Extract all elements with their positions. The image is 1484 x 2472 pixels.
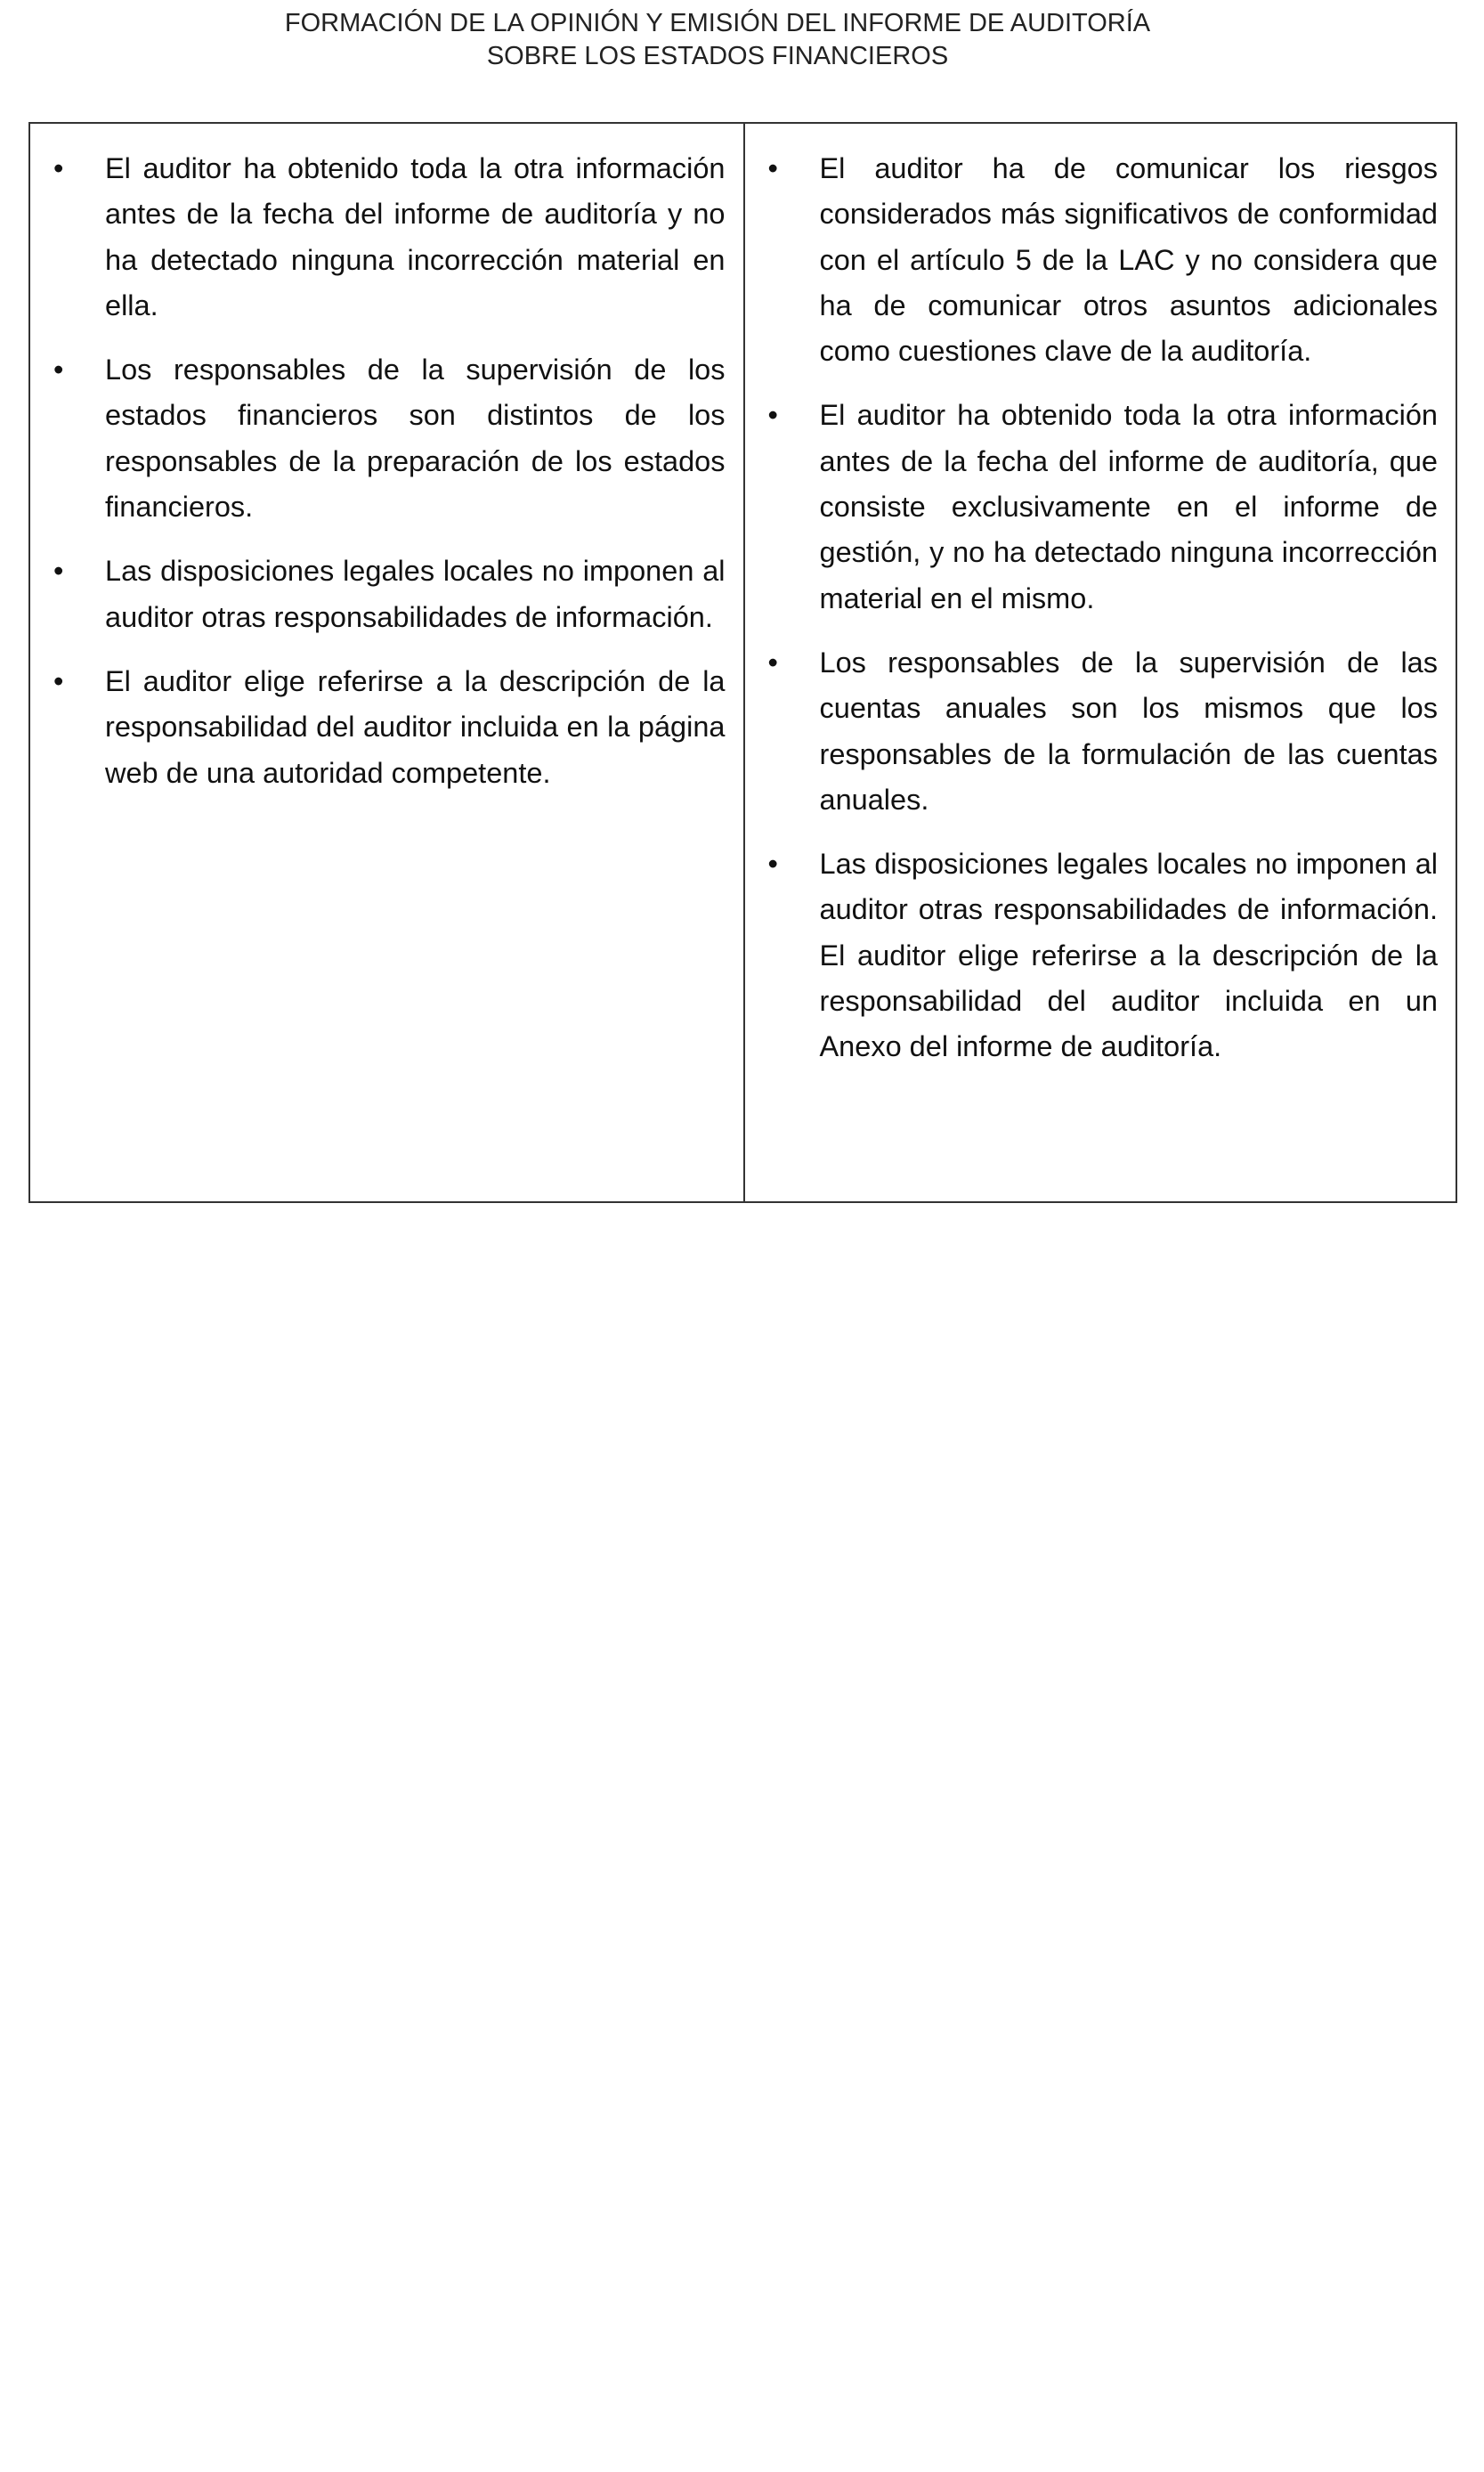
header-title-line-2: SOBRE LOS ESTADOS FINANCIEROS	[486, 42, 949, 70]
header-title-line-1: FORMACIÓN DE LA OPINIÓN Y EMISIÓN DEL INFORME DE AUDITORÍA	[284, 9, 1151, 37]
bullet-icon: •	[767, 646, 778, 679]
item-text: Las disposiciones legales locales no imponen al auditor otras responsabilidades de información. El auditor elige referirse a la descripción de la responsabilidad del auditor incluida en un Anexo del informe de auditoría.	[819, 848, 1438, 1063]
conditions-table	[28, 122, 1457, 1203]
list-item	[30, 549, 726, 640]
bullet-icon: •	[767, 152, 778, 184]
list-item	[30, 146, 726, 329]
item-text: El auditor elige referirse a la descripción de la responsabilidad del auditor incluida en la página web de una autoridad competente.	[105, 664, 726, 789]
list-item	[745, 393, 1439, 621]
bullet-icon: •	[53, 152, 64, 184]
list-item	[745, 842, 1439, 1069]
item-text: Los responsables de la supervisión de los estados financieros son distintos de los responsables de la preparación de los estados financieros.	[105, 354, 726, 524]
bullet-icon: •	[53, 664, 64, 697]
bullet-icon: •	[767, 399, 778, 432]
page-header	[0, 7, 1435, 73]
bullet-icon: •	[767, 848, 778, 881]
item-text: Los responsables de la supervisión de las cuentas anuales son los mismos que los responsables de la formulación de las cuentas anuales.	[819, 646, 1438, 816]
item-text: El auditor ha obtenido toda la otra información antes de la fecha del informe de auditoría y no ha detectado ninguna incorrección material en ella.	[105, 152, 726, 321]
list-item	[30, 659, 726, 796]
right-column	[743, 124, 1456, 1201]
item-text: Las disposiciones legales locales no imponen al auditor otras responsabilidades de información.	[105, 555, 726, 633]
item-text: El auditor ha obtenido toda la otra información antes de la fecha del informe de auditoría, que consiste exclusivamente en el informe de gestión, y no ha detectado ninguna incorrección material en el mismo.	[819, 399, 1438, 614]
left-column	[30, 124, 743, 1201]
bullet-icon: •	[53, 354, 64, 386]
list-item	[745, 146, 1439, 374]
list-item	[30, 347, 726, 530]
list-item	[745, 640, 1439, 823]
item-text: El auditor ha de comunicar los riesgos considerados más significativos de conformidad con el artículo 5 de la LAC y no considera que ha de comunicar otros asuntos adicionales como cuestiones clave de la auditoría.	[819, 152, 1438, 368]
bullet-icon: •	[53, 555, 64, 588]
